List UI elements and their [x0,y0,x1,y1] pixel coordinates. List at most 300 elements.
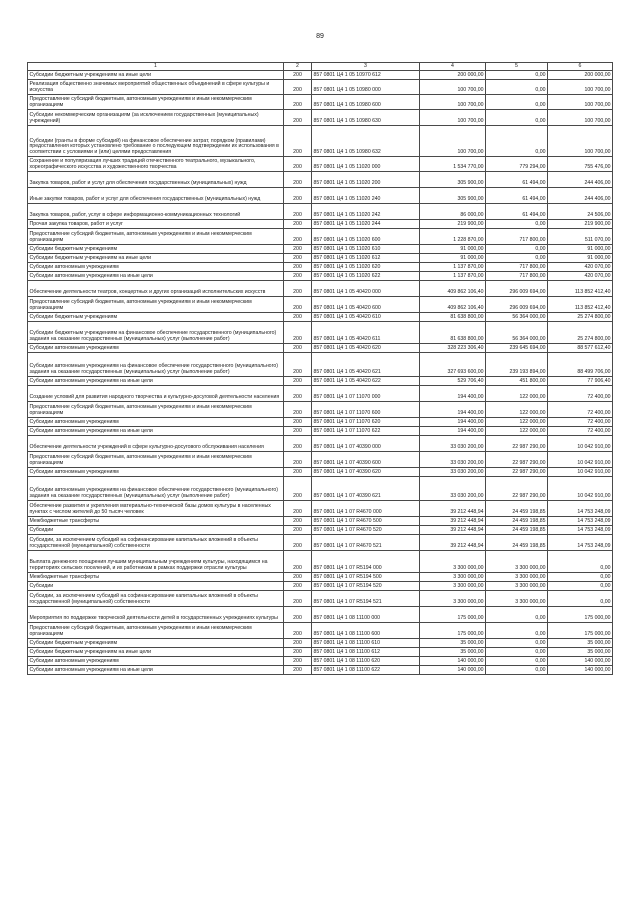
row-code: 200 [284,297,312,313]
row-code: 200 [284,220,312,229]
row-executed-amount: 3 300 000,00 [486,591,548,607]
budget-execution-table [27,62,613,675]
table-row [28,526,613,535]
row-executed-amount: 22 987 290,00 [486,477,548,501]
row-executed-amount: 24 459 198,85 [486,535,548,551]
table-row [28,110,613,126]
row-code: 200 [284,110,312,126]
row-name: Предоставление субсидий бюджетным, автономным учреждениям и иным некоммерческим организациям [28,623,284,639]
row-unexecuted-amount: 244 406,00 [548,188,613,204]
row-code: 200 [284,188,312,204]
row-classification-code: 857 0801 Ц4 1 07 11070 620 [312,418,420,427]
row-executed-amount: 0,00 [486,71,548,80]
column-number-row [28,63,613,71]
row-approved-amount: 100 700,00 [420,110,486,126]
row-executed-amount: 122 000,00 [486,402,548,418]
row-classification-code: 857 0801 Ц4 1 08 11100 622 [312,666,420,675]
row-code: 200 [284,344,312,353]
row-name: Межбюджетные трансферты [28,573,284,582]
row-code: 200 [284,386,312,402]
row-name: Предоставление субсидий бюджетным, автономным учреждениям и иным некоммерческим организациям [28,402,284,418]
row-approved-amount: 327 693 600,00 [420,353,486,377]
row-executed-amount: 0,00 [486,607,548,623]
table-row [28,204,613,220]
page-number: 89 [316,33,324,40]
table-row [28,573,613,582]
row-name: Субсидии [28,582,284,591]
row-executed-amount: 0,00 [486,80,548,95]
table-row [28,229,613,245]
row-approved-amount: 3 300 000,00 [420,582,486,591]
row-executed-amount: 0,00 [486,220,548,229]
row-classification-code: 857 0801 Ц4 1 05 11020 610 [312,245,420,254]
table-row [28,254,613,263]
table-row [28,501,613,517]
table-row [28,386,613,402]
row-approved-amount: 39 212 448,94 [420,517,486,526]
row-unexecuted-amount: 755 476,00 [548,157,613,172]
row-name: Обеспечение развития и укрепления материально-технической базы домов культуры в населенных пунктах с числом жителей до 50 тысяч человек [28,501,284,517]
table-row [28,666,613,675]
row-name: Предоставление субсидий бюджетным, автономным учреждениям и иным некоммерческим организациям [28,229,284,245]
row-name: Субсидии бюджетным учреждениям [28,313,284,322]
row-unexecuted-amount: 14 753 248,09 [548,517,613,526]
row-code: 200 [284,402,312,418]
row-executed-amount: 717 800,00 [486,229,548,245]
row-approved-amount: 529 706,40 [420,377,486,386]
row-unexecuted-amount: 140 000,00 [548,666,613,675]
row-classification-code: 857 0801 Ц4 1 07 R5194 520 [312,582,420,591]
row-code: 200 [284,353,312,377]
row-code: 200 [284,468,312,477]
table-row [28,551,613,573]
row-unexecuted-amount: 100 700,00 [548,95,613,110]
row-name: Субсидии бюджетным учреждениям на иные цели [28,71,284,80]
row-name: Субсидии, за исключением субсидий на софинансирование капитальных вложений в объекты государственной (муниципальной) собственности [28,591,284,607]
row-code: 200 [284,452,312,468]
table-row [28,639,613,648]
row-name: Субсидии автономным учреждениям [28,263,284,272]
row-approved-amount: 39 212 448,94 [420,501,486,517]
row-executed-amount: 0,00 [486,639,548,648]
table-row [28,582,613,591]
row-name: Субсидии автономным учреждениям [28,657,284,666]
table-row [28,172,613,188]
row-classification-code: 857 0801 Ц4 1 05 40420 610 [312,313,420,322]
row-unexecuted-amount: 113 852 412,40 [548,297,613,313]
row-code: 200 [284,263,312,272]
row-approved-amount: 39 212 448,94 [420,535,486,551]
row-approved-amount: 175 000,00 [420,607,486,623]
row-code: 200 [284,582,312,591]
row-code: 200 [284,607,312,623]
row-unexecuted-amount: 0,00 [548,551,613,573]
row-name: Закупка товаров, работ, услуг в сфере информационно-коммуникационных технологий [28,204,284,220]
row-approved-amount: 140 000,00 [420,657,486,666]
row-name: Субсидии автономным учреждениям [28,344,284,353]
row-classification-code: 857 0801 Ц4 1 07 R4670 521 [312,535,420,551]
row-classification-code: 857 0801 Ц4 1 07 R4670 500 [312,517,420,526]
row-name: Субсидии автономным учреждениям на финансовое обеспечение государственного (муниципального) задания на оказание государственных (муниципальных) услуг (выполнение работ) [28,353,284,377]
row-unexecuted-amount: 175 000,00 [548,623,613,639]
row-classification-code: 857 0801 Ц4 1 05 10980 000 [312,80,420,95]
row-executed-amount: 122 000,00 [486,418,548,427]
row-approved-amount: 140 000,00 [420,666,486,675]
row-unexecuted-amount: 511 070,00 [548,229,613,245]
row-unexecuted-amount: 88 577 612,40 [548,344,613,353]
row-classification-code: 857 0801 Ц4 1 07 11070 622 [312,427,420,436]
row-code: 200 [284,157,312,172]
row-approved-amount: 3 300 000,00 [420,573,486,582]
row-classification-code: 857 0801 Ц4 1 07 11070 600 [312,402,420,418]
row-code: 200 [284,535,312,551]
row-approved-amount: 175 000,00 [420,623,486,639]
row-unexecuted-amount: 25 274 800,00 [548,313,613,322]
row-approved-amount: 35 000,00 [420,639,486,648]
row-executed-amount: 56 364 000,00 [486,313,548,322]
row-name: Субсидии автономным учреждениям [28,468,284,477]
row-code: 200 [284,551,312,573]
row-code: 200 [284,281,312,297]
row-name: Закупка товаров, работ и услуг для обеспечения государственных (муниципальных) нужд [28,172,284,188]
row-unexecuted-amount: 25 274 800,00 [548,322,613,344]
row-unexecuted-amount: 14 753 248,09 [548,535,613,551]
row-classification-code: 857 0801 Ц4 1 05 40420 611 [312,322,420,344]
row-unexecuted-amount: 420 070,00 [548,272,613,281]
row-name: Обеспечение деятельности учреждений в сфере культурно-досугового обслуживания населения [28,436,284,452]
row-classification-code: 857 0801 Ц4 1 05 11020 622 [312,272,420,281]
row-code: 200 [284,591,312,607]
table-row [28,517,613,526]
row-code: 200 [284,377,312,386]
row-unexecuted-amount: 91 000,00 [548,245,613,254]
table-row [28,402,613,418]
row-unexecuted-amount: 14 753 248,09 [548,501,613,517]
row-executed-amount: 24 459 198,85 [486,517,548,526]
row-unexecuted-amount: 140 000,00 [548,657,613,666]
row-code: 200 [284,126,312,157]
row-executed-amount: 3 300 000,00 [486,582,548,591]
row-code: 200 [284,639,312,648]
row-name: Субсидии автономным учреждениям [28,418,284,427]
row-code: 200 [284,477,312,501]
row-unexecuted-amount: 72 400,00 [548,386,613,402]
row-name: Мероприятия по поддержке творческой деятельности детей в государственных учреждениях культуры [28,607,284,623]
row-executed-amount: 24 459 198,85 [486,526,548,535]
row-code: 200 [284,172,312,188]
row-unexecuted-amount: 10 042 910,00 [548,452,613,468]
row-classification-code: 857 0801 Ц4 1 08 11100 612 [312,648,420,657]
table-row [28,607,613,623]
row-approved-amount: 219 900,00 [420,220,486,229]
row-name: Субсидии бюджетным учреждениям на финансовое обеспечение государственного (муниципального) задания на оказание государственных (муниципальных) услуг (выполнение работ) [28,322,284,344]
row-approved-amount: 81 638 800,00 [420,313,486,322]
row-name: Субсидии автономным учреждениям на финансовое обеспечение государственного (муниципального) задания на оказание государственных (муниципальных) услуг (выполнение работ) [28,477,284,501]
row-unexecuted-amount: 219 900,00 [548,220,613,229]
table-row [28,452,613,468]
row-executed-amount: 0,00 [486,110,548,126]
row-approved-amount: 86 000,00 [420,204,486,220]
row-code: 200 [284,245,312,254]
table-row [28,263,613,272]
row-classification-code: 857 0801 Ц4 1 05 11020 244 [312,220,420,229]
row-code: 200 [284,272,312,281]
column-number: 3 [312,63,420,71]
table-row [28,272,613,281]
row-approved-amount: 3 300 000,00 [420,551,486,573]
row-approved-amount: 194 400,00 [420,418,486,427]
row-classification-code: 857 0801 Ц4 1 08 11100 620 [312,657,420,666]
row-code: 200 [284,517,312,526]
row-unexecuted-amount: 14 753 248,09 [548,526,613,535]
row-approved-amount: 409 862 106,40 [420,297,486,313]
row-unexecuted-amount: 200 000,00 [548,71,613,80]
table-row [28,535,613,551]
table-row [28,623,613,639]
row-classification-code: 857 0801 Ц4 1 05 40420 600 [312,297,420,313]
row-classification-code: 857 0801 Ц4 1 05 40420 000 [312,281,420,297]
row-unexecuted-amount: 0,00 [548,573,613,582]
row-approved-amount: 35 000,00 [420,648,486,657]
row-classification-code: 857 0801 Ц4 1 07 11070 000 [312,386,420,402]
row-classification-code: 857 0801 Ц4 1 07 40390 000 [312,436,420,452]
row-executed-amount: 239 193 894,00 [486,353,548,377]
row-classification-code: 857 0801 Ц4 1 07 R5194 521 [312,591,420,607]
row-classification-code: 857 0801 Ц4 1 08 11100 610 [312,639,420,648]
row-classification-code: 857 0801 Ц4 1 05 10980 632 [312,126,420,157]
row-approved-amount: 1 228 870,00 [420,229,486,245]
table-row [28,220,613,229]
row-approved-amount: 194 400,00 [420,386,486,402]
row-executed-amount: 61 494,00 [486,188,548,204]
row-name: Выплата денежного поощрения лучшим муниципальным учреждениям культуры, находящимся на территориях сельских поселений, и их работникам в рамках поддержки отрасли культуры [28,551,284,573]
table-row [28,591,613,607]
row-unexecuted-amount: 24 506,00 [548,204,613,220]
row-executed-amount: 61 494,00 [486,204,548,220]
row-classification-code: 857 0801 Ц4 1 08 11100 600 [312,623,420,639]
row-code: 200 [284,526,312,535]
row-name: Субсидии автономным учреждениям на иные цели [28,272,284,281]
table-row [28,477,613,501]
row-name: Предоставление субсидий бюджетным, автономным учреждениям и иным некоммерческим организациям [28,297,284,313]
row-classification-code: 857 0801 Ц4 1 05 11020 620 [312,263,420,272]
row-unexecuted-amount: 100 700,00 [548,110,613,126]
row-approved-amount: 33 030 200,00 [420,452,486,468]
row-unexecuted-amount: 175 000,00 [548,607,613,623]
table-row [28,657,613,666]
row-code: 200 [284,418,312,427]
row-code: 200 [284,254,312,263]
row-executed-amount: 22 987 290,00 [486,468,548,477]
row-approved-amount: 194 400,00 [420,427,486,436]
table-row [28,418,613,427]
row-code: 200 [284,623,312,639]
row-unexecuted-amount: 10 042 910,00 [548,436,613,452]
row-code: 200 [284,204,312,220]
table-row [28,188,613,204]
row-code: 200 [284,322,312,344]
row-classification-code: 857 0801 Ц4 1 07 R5194 500 [312,573,420,582]
row-classification-code: 857 0801 Ц4 1 05 11020 612 [312,254,420,263]
row-classification-code: 857 0801 Ц4 1 05 40420 621 [312,353,420,377]
row-executed-amount: 122 000,00 [486,386,548,402]
row-approved-amount: 1 534 770,00 [420,157,486,172]
row-executed-amount: 22 987 290,00 [486,452,548,468]
row-name: Прочая закупка товаров, работ и услуг [28,220,284,229]
row-unexecuted-amount: 72 400,00 [548,418,613,427]
row-executed-amount: 296 009 694,00 [486,281,548,297]
row-unexecuted-amount: 244 406,00 [548,172,613,188]
row-approved-amount: 33 030 200,00 [420,477,486,501]
row-code: 200 [284,313,312,322]
table-row [28,297,613,313]
row-classification-code: 857 0801 Ц4 1 05 40420 620 [312,344,420,353]
row-name: Реализация общественно значимых мероприятий общественных объединений в сфере культуры и искусства [28,80,284,95]
row-approved-amount: 33 030 200,00 [420,468,486,477]
row-unexecuted-amount: 72 400,00 [548,402,613,418]
row-name: Предоставление субсидий бюджетным, автономным учреждениям и иным некоммерческим организациям [28,452,284,468]
row-unexecuted-amount: 10 042 910,00 [548,468,613,477]
row-executed-amount: 0,00 [486,126,548,157]
row-code: 200 [284,80,312,95]
row-unexecuted-amount: 0,00 [548,591,613,607]
row-name: Создание условий для развития народного творчества и культурно-досуговой деятельности населения [28,386,284,402]
table-row [28,427,613,436]
row-executed-amount: 717 800,00 [486,272,548,281]
row-unexecuted-amount: 0,00 [548,582,613,591]
row-approved-amount: 100 700,00 [420,95,486,110]
table-row [28,95,613,110]
row-classification-code: 857 0801 Ц4 1 05 11020 200 [312,172,420,188]
row-code: 200 [284,95,312,110]
row-name: Сохранение и популяризация лучших традиций отечественного театрального, музыкального, хореографического искусства и художественного творчества [28,157,284,172]
row-approved-amount: 200 000,00 [420,71,486,80]
row-unexecuted-amount: 35 000,00 [548,648,613,657]
row-classification-code: 857 0801 Ц4 1 05 11020 000 [312,157,420,172]
row-classification-code: 857 0801 Ц4 1 05 10980 600 [312,95,420,110]
row-executed-amount: 0,00 [486,666,548,675]
row-classification-code: 857 0801 Ц4 1 07 40390 620 [312,468,420,477]
row-executed-amount: 56 364 000,00 [486,322,548,344]
row-name: Субсидии бюджетным учреждениям на иные цели [28,254,284,263]
row-approved-amount: 91 000,00 [420,254,486,263]
row-name: Субсидии бюджетным учреждениям на иные цели [28,648,284,657]
row-name: Субсидии автономным учреждениям на иные цели [28,427,284,436]
row-code: 200 [284,501,312,517]
row-classification-code: 857 0801 Ц4 1 07 R4670 000 [312,501,420,517]
row-classification-code: 857 0801 Ц4 1 05 10980 630 [312,110,420,126]
table-row [28,281,613,297]
row-executed-amount: 3 300 000,00 [486,551,548,573]
row-executed-amount: 779 294,00 [486,157,548,172]
row-code: 200 [284,657,312,666]
row-name: Предоставление субсидий бюджетным, автономным учреждениям и иным некоммерческим организациям [28,95,284,110]
row-classification-code: 857 0801 Ц4 1 07 40390 600 [312,452,420,468]
row-code: 200 [284,229,312,245]
row-executed-amount: 122 000,00 [486,427,548,436]
row-code: 200 [284,71,312,80]
row-unexecuted-amount: 100 700,00 [548,80,613,95]
row-classification-code: 857 0801 Ц4 1 08 11100 000 [312,607,420,623]
table-row [28,468,613,477]
table-row [28,648,613,657]
row-approved-amount: 100 700,00 [420,126,486,157]
table-row [28,80,613,95]
row-executed-amount: 3 300 000,00 [486,573,548,582]
table-row [28,126,613,157]
row-executed-amount: 717 800,00 [486,263,548,272]
row-executed-amount: 451 800,00 [486,377,548,386]
row-unexecuted-amount: 10 042 910,00 [548,477,613,501]
table-row [28,344,613,353]
row-unexecuted-amount: 91 000,00 [548,254,613,263]
row-approved-amount: 33 030 200,00 [420,436,486,452]
row-approved-amount: 305 900,00 [420,188,486,204]
row-unexecuted-amount: 88 499 706,00 [548,353,613,377]
row-classification-code: 857 0801 Ц4 1 05 10970 612 [312,71,420,80]
row-executed-amount: 0,00 [486,657,548,666]
row-executed-amount: 0,00 [486,95,548,110]
row-approved-amount: 194 400,00 [420,402,486,418]
column-number: 4 [420,63,486,71]
row-approved-amount: 100 700,00 [420,80,486,95]
row-unexecuted-amount: 35 000,00 [548,639,613,648]
table-row [28,245,613,254]
row-executed-amount: 296 009 694,00 [486,297,548,313]
row-code: 200 [284,666,312,675]
row-classification-code: 857 0801 Ц4 1 07 R4670 520 [312,526,420,535]
column-number: 6 [548,63,613,71]
table-row [28,313,613,322]
row-name: Субсидии автономным учреждениям на иные цели [28,377,284,386]
row-name: Иные закупки товаров, работ и услуг для обеспечения государственных (муниципальных) нужд [28,188,284,204]
row-approved-amount: 409 862 106,40 [420,281,486,297]
row-name: Субсидии (гранты в форме субсидий) на финансовое обеспечение затрат, порядком (правилами) предоставления которых установлено требование о последующем подтверждении их использования в соответствии с условиями и (или) целями предоставления [28,126,284,157]
row-name: Субсидии [28,526,284,535]
row-executed-amount: 61 494,00 [486,172,548,188]
column-number: 5 [486,63,548,71]
row-name: Субсидии автономным учреждениям на иные цели [28,666,284,675]
row-approved-amount: 328 223 306,40 [420,344,486,353]
row-classification-code: 857 0801 Ц4 1 07 R5194 000 [312,551,420,573]
row-approved-amount: 91 000,00 [420,245,486,254]
row-approved-amount: 39 212 448,94 [420,526,486,535]
row-executed-amount: 0,00 [486,623,548,639]
row-name: Межбюджетные трансферты [28,517,284,526]
row-name: Субсидии, за исключением субсидий на софинансирование капитальных вложений в объекты государственной (муниципальной) собственности [28,535,284,551]
row-classification-code: 857 0801 Ц4 1 05 40420 622 [312,377,420,386]
row-classification-code: 857 0801 Ц4 1 05 11020 240 [312,188,420,204]
table-row [28,377,613,386]
row-executed-amount: 0,00 [486,254,548,263]
row-unexecuted-amount: 113 852 412,40 [548,281,613,297]
table-row [28,322,613,344]
column-number: 1 [28,63,284,71]
row-approved-amount: 1 137 870,00 [420,272,486,281]
row-code: 200 [284,648,312,657]
row-classification-code: 857 0801 Ц4 1 05 11020 600 [312,229,420,245]
row-executed-amount: 22 987 290,00 [486,436,548,452]
row-approved-amount: 81 638 800,00 [420,322,486,344]
row-name: Субсидии бюджетным учреждениям [28,245,284,254]
table-row [28,71,613,80]
row-unexecuted-amount: 420 070,00 [548,263,613,272]
row-executed-amount: 24 459 198,85 [486,501,548,517]
row-unexecuted-amount: 77 906,40 [548,377,613,386]
row-unexecuted-amount: 72 400,00 [548,427,613,436]
row-code: 200 [284,573,312,582]
row-approved-amount: 305 900,00 [420,172,486,188]
